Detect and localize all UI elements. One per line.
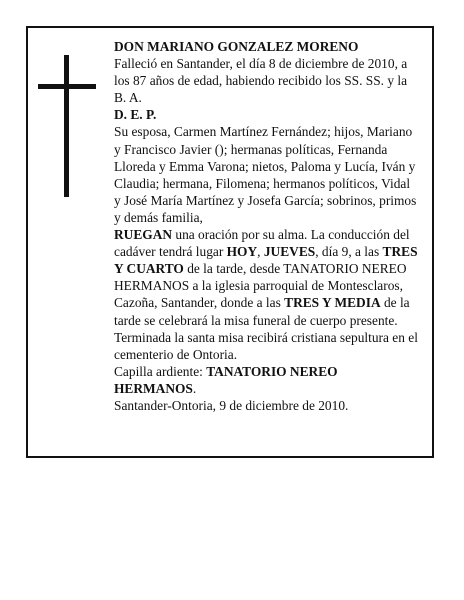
funeral-text-1: una oración por su alma. La conducción del cadáver tendrá lugar [114,227,410,260]
dep-line: D. E. P. [114,107,157,123]
funeral-text-2: , día 9, a las [315,244,383,260]
family-list: Su esposa, Carmen Martínez Fernández; hijos, Mariano y Francisco Javier (); hermanas políticas, Fernanda Lloreda y Emma Varona; nietos, Paloma y Lucía, Iván y Claudia; hermana, Filomena; hermanos políticos, Vidal y José María Martínez y Josefa García; sobrinos, primos y demás familia, [114,124,417,225]
funeral-details [114,226,420,363]
capilla-label: Capilla ardiente: [114,363,207,379]
capilla-ardiente [114,363,420,397]
cross-icon [64,55,69,197]
funeral-comma: , [257,244,264,260]
capilla-end: . [192,380,197,396]
hoy-word: HOY [226,244,258,260]
cross-icon-crossbar [38,84,96,89]
capilla-name: TANATORIO NEREO HERMANOS [114,363,338,396]
funeral-text-4: de la tarde se celebrará la misa funeral de cuerpo presente. Terminada la santa misa recibirá cristiana sepultura en el cementerio de Ontoria. [114,295,418,362]
tres-y-media: TRES Y MEDIA [284,295,381,311]
ruegan-word: RUEGAN [114,227,173,243]
obituary-text [114,38,420,414]
place-date: Santander-Ontoria, 9 de diciembre de 2010. [114,397,349,413]
funeral-text-3: de la tarde, desde TANATORIO NEREO HERMANOS a la iglesia parroquial de Montesclaros, Cazoña, Santander, donde a las [114,261,407,311]
tres-y-cuarto: TRES Y CUARTO [114,244,418,277]
jueves-word: JUEVES [263,244,316,260]
deceased-name: DON MARIANO GONZALEZ MORENO [114,39,359,54]
death-announcement: Falleció en Santander, el día 8 de diciembre de 2010, a los 87 años de edad, habiendo recibido los SS. SS. y la B. A. [114,56,408,106]
